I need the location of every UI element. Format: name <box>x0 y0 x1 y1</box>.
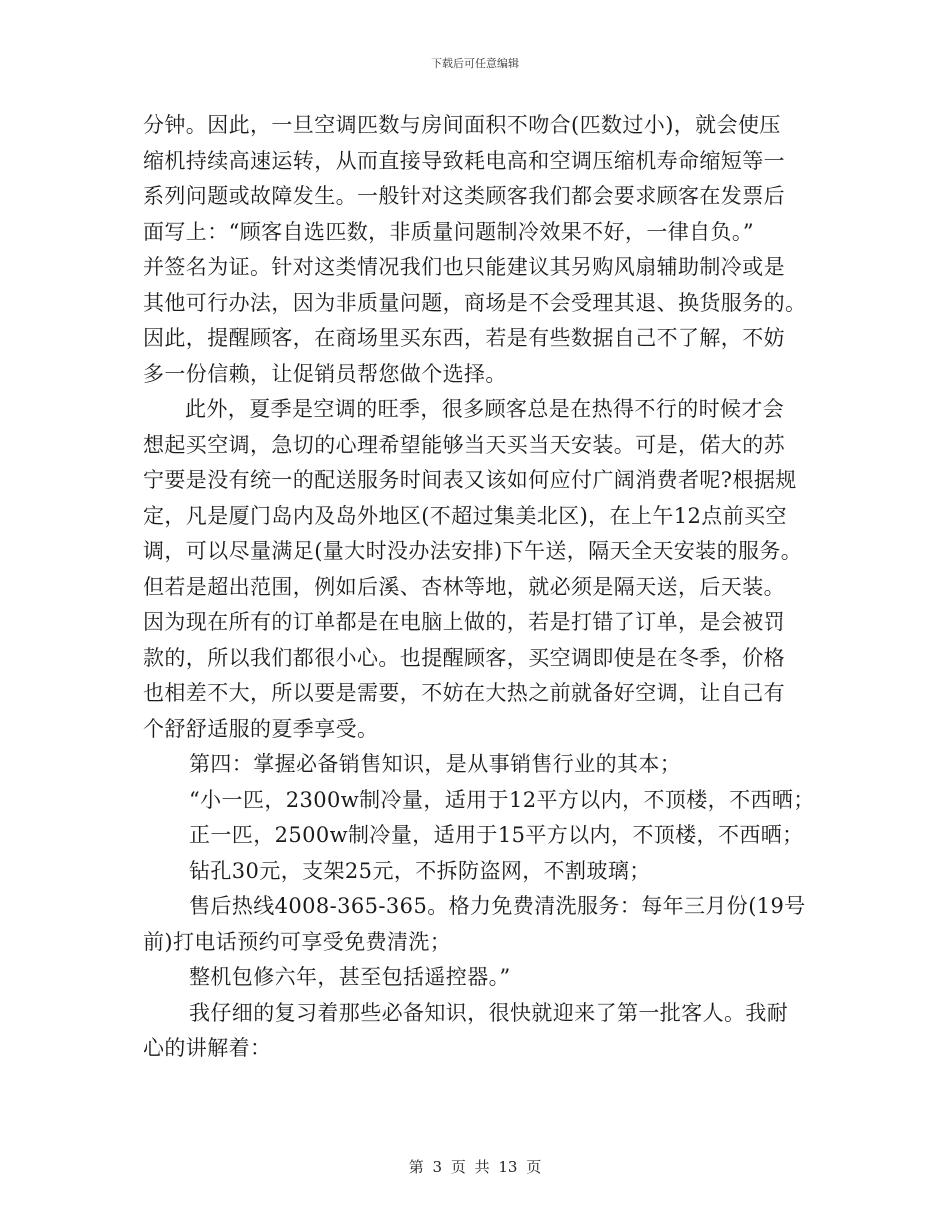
text-line: 钻孔30元，支架25元，不拆防盗网，不割玻璃； <box>189 858 651 883</box>
text-line: 前)打电话预约可享受免费清洗； <box>143 929 452 954</box>
text-line: 因为现在所有的订单都是在电脑上做的，若是打错了订单，是会被罚 <box>143 610 785 634</box>
document-body <box>143 108 815 1067</box>
text-line: 分钟。因此，一旦空调匹数与房间面积不吻合(匹数过小)，就会使压 <box>143 113 781 137</box>
text-line: 个舒舒适服的夏季享受。 <box>143 716 379 741</box>
text-line: 也相差不大，所以要是需要，不妨在大热之前就备好空调，让自己有 <box>143 681 785 705</box>
text-line: 其他可行办法，因为非质量问题，商场是不会受理其退、换货服务的。 <box>143 290 807 315</box>
text-line: 多一份信赖，让促销员帮您做个选择。 <box>143 361 507 386</box>
text-line: 整机包修六年，甚至包括遥控器。” <box>189 965 511 989</box>
text-line: 款的，所以我们都很小心。也提醒顾客，买空调即使是在冬季，价格 <box>143 645 785 670</box>
text-line: 想起买空调，急切的心理希望能够当天买当天安装。可是，偌大的苏 <box>143 432 785 457</box>
text-line: 售后热线4008-365-365。格力免费清洗服务：每年三月份(19号 <box>189 894 806 918</box>
text-line: 心的讲解着： <box>143 1036 272 1060</box>
page-header-note: 下载后可任意编辑 <box>431 57 519 70</box>
text-line: 定，凡是厦门岛内及岛外地区(不超过集美北区)，在上午12点前买空 <box>143 503 787 528</box>
text-line: 并签名为证。针对这类情况我们也只能建议其另购风扇辅助制冷或是 <box>143 255 785 279</box>
text-line: 正一匹，2500w制冷量，适用于15平方以内，不顶楼，不西晒； <box>189 823 804 847</box>
text-line: 此外，夏季是空调的旺季，很多顾客总是在热得不行的时候才会 <box>185 397 785 421</box>
text-line: 系列问题或故障发生。一般针对这类顾客我们都会要求顾客在发票后 <box>143 184 785 208</box>
text-line: 调，可以尽量满足(量大时没办法安排)下午送，隔天全天安装的服务。 <box>143 539 803 563</box>
text-line: “小一匹，2300w制冷量，适用于12平方以内，不顶楼，不西晒； <box>189 787 815 812</box>
text-line: 因此，提醒顾客，在商场里买东西，若是有些数据自己不了解，不妨 <box>143 326 785 350</box>
text-line: 我仔细的复习着那些必备知识，很快就迎来了第一批客人。我耐 <box>189 1000 789 1025</box>
text-line: 宁要是没有统一的配送服务时间表又该如何应付广阔消费者呢?根据规 <box>143 468 797 492</box>
page-number: 第 3 页 共 13 页 <box>408 1158 542 1176</box>
text-line: 但若是超出范围，例如后溪、杏林等地，就必须是隔天送，后天装。 <box>143 574 785 599</box>
section-heading: 第四：掌握必备销售知识，是从事销售行业的其本； <box>189 752 682 776</box>
text-line: 缩机持续高速运转，从而直接导致耗电高和空调压缩机寿命缩短等一 <box>143 148 785 173</box>
text-line: 面写上：“顾客自选匹数，非质量问题制冷效果不好，一律自负。” <box>143 219 754 244</box>
